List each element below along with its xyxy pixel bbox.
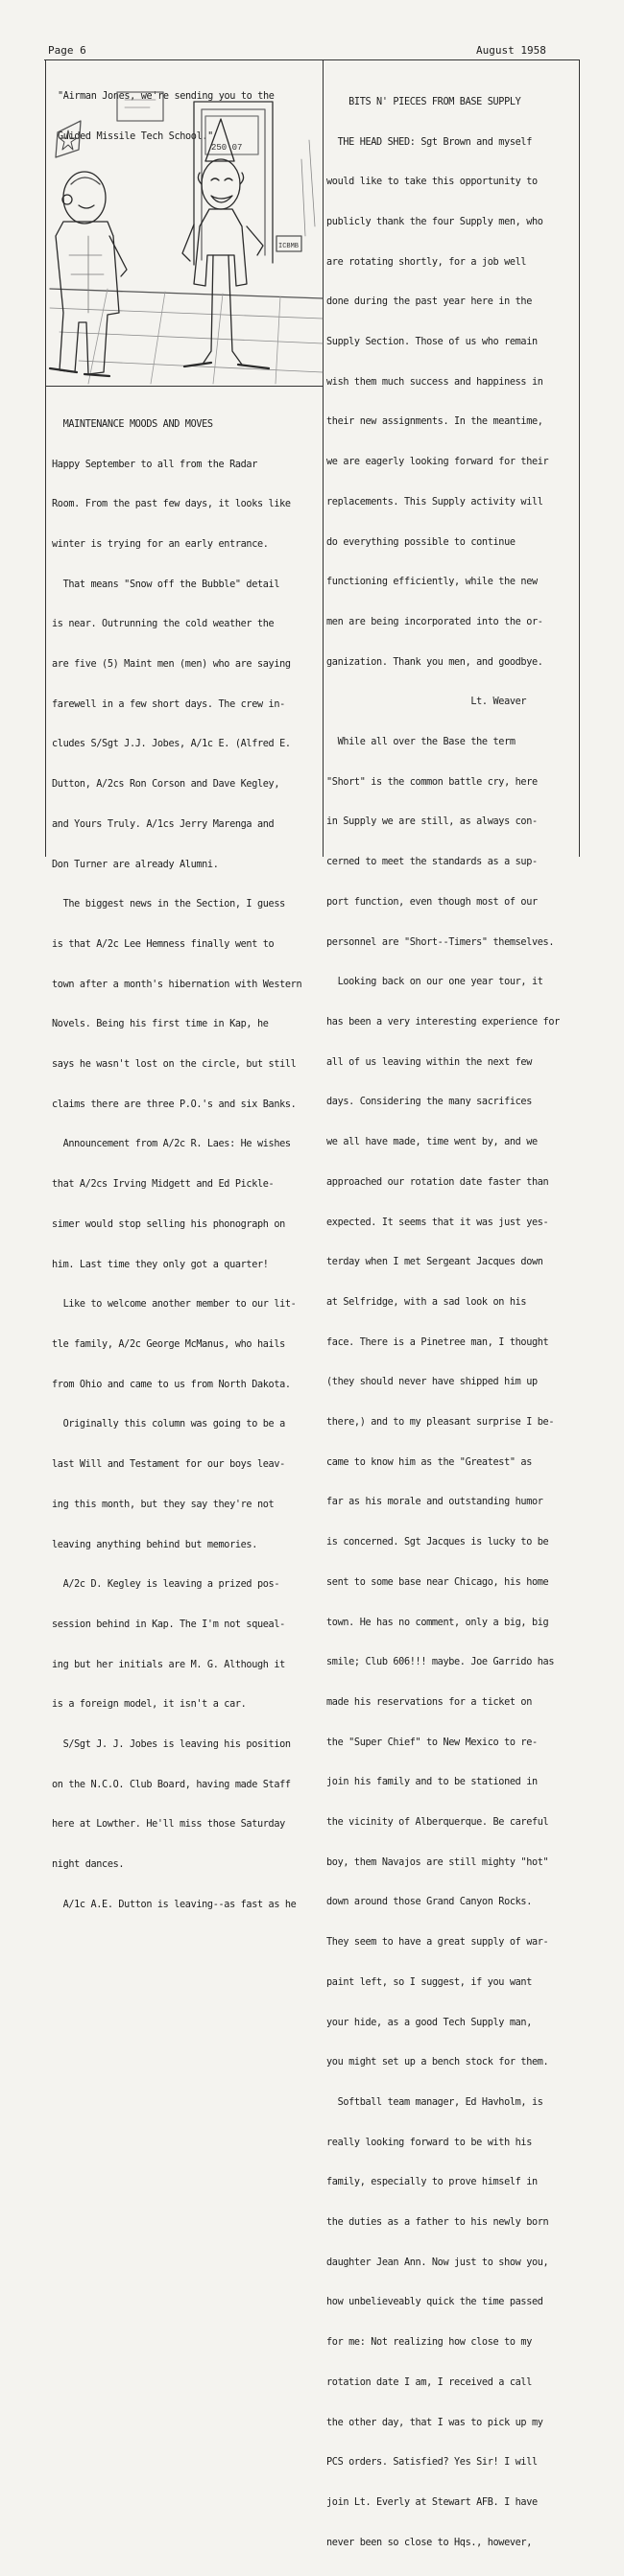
text-line: A/2c D. Kegley is leaving a prized pos- — [52, 1579, 280, 1591]
text-line: leaving anything behind but memories. — [52, 1539, 257, 1550]
officer-head — [63, 172, 106, 224]
text-line: has been a very interesting experience for — [326, 1016, 560, 1028]
text-line: the duties as a father to his newly born — [326, 2217, 549, 2229]
text-line: (they should never have shipped him up — [326, 1377, 538, 1388]
text-line: down around those Grand Canyon Rocks. — [326, 1897, 532, 1908]
text-line: Novels. Being his first time in Kap, he — [52, 1019, 269, 1030]
text-line: we are eagerly looking forward for their — [326, 457, 549, 468]
text-line: ganization. Thank you men, and goodbye. — [326, 656, 543, 668]
right-rule — [579, 59, 580, 857]
text-line: Don Turner are already Alumni. — [52, 859, 219, 870]
text-line: boy, them Navajos are still mighty "hot" — [326, 1856, 549, 1868]
text-line: simer would stop selling his phonograph on — [52, 1218, 285, 1230]
text-line: Softball team manager, Ed Havholm, is — [326, 2096, 543, 2108]
text-line: that A/2cs Irving Midgett and Ed Pickle- — [52, 1179, 275, 1191]
airman-head — [202, 159, 240, 209]
text-line: family, especially to prove himself in — [326, 2177, 538, 2188]
text-line: paint left, so I suggest, if you want — [326, 1976, 532, 1988]
text-line: While all over the Base the term — [326, 737, 516, 748]
text-line: functioning efficiently, while the new — [326, 577, 538, 588]
text-line: town after a month's hibernation with Western — [52, 979, 302, 990]
text-line: never been so close to Hqs., however, — [326, 2537, 532, 2548]
text-line: the "Super Chief" to New Mexico to re- — [326, 1737, 538, 1748]
text-line: cerned to meet the standards as a sup- — [326, 857, 538, 868]
text-line: terday when I met Sergeant Jacques down — [326, 1257, 543, 1268]
text-line: on the N.C.O. Club Board, having made Staff — [52, 1779, 291, 1790]
text-line: Announcement from A/2c R. Laes: He wishes — [52, 1139, 291, 1150]
text-line: came to know him as the "Greatest" as — [326, 1456, 532, 1468]
text-line: join Lt. Everly at Stewart AFB. I have — [326, 2497, 538, 2508]
issue-date: August 1958 — [476, 44, 546, 57]
text-line: Originally this column was going to be a — [52, 1419, 285, 1430]
text-line: They seem to have a great supply of war- — [326, 1937, 549, 1949]
text-line: night dances. — [52, 1859, 125, 1871]
text-line: their new assignments. In the meantime, — [326, 416, 543, 428]
text-line: is that A/2c Lee Hemness finally went to — [52, 938, 275, 950]
text-line: wish them much success and happiness in — [326, 376, 543, 388]
text-line: all of us leaving within the next few — [326, 1056, 532, 1068]
text-line: Dutton, A/2cs Ron Corson and Dave Kegley, — [52, 779, 280, 791]
text-line: Like to welcome another member to our lit- — [52, 1299, 297, 1311]
column-heading: MAINTENANCE MOODS AND MOVES — [52, 418, 213, 430]
text-line: are five (5) Maint men (men) who are saying — [52, 659, 291, 671]
text-line: publicly thank the four Supply men, who — [326, 216, 543, 227]
text-line: replacements. This Supply activity will — [326, 496, 543, 508]
text-line: ing this month, but they say they're not — [52, 1499, 275, 1510]
text-line: PCS orders. Satisfied? Yes Sir! I will — [326, 2457, 538, 2469]
text-line: The biggest news in the Section, I guess — [52, 899, 285, 910]
text-line: the vicinity of Alberquerque. Be careful — [326, 1817, 549, 1829]
text-line: ing but her initials are M. G. Although it — [52, 1659, 285, 1670]
maintenance-column — [52, 391, 324, 1910]
text-line: your hide, as a good Tech Supply man, — [326, 2017, 532, 2028]
text-line: for me: Not realizing how close to my — [326, 2337, 532, 2349]
text-line: tle family, A/2c George McManus, who hails — [52, 1338, 285, 1350]
cartoon-illustration — [50, 92, 323, 384]
caption-line: "Airman Jones, we're sending you to the — [58, 91, 275, 102]
text-line: claims there are three P.O.'s and six Banks. — [52, 1099, 297, 1110]
caption-line: Guided Missile Tech School." — [58, 131, 213, 142]
text-line: the other day, that I was to pick up my — [326, 2417, 543, 2428]
text-line: smile; Club 606!!! maybe. Joe Garrido has — [326, 1657, 555, 1668]
text-line: rotation date I am, I received a call — [326, 2376, 532, 2388]
supply-column — [326, 69, 576, 2548]
text-line: would like to take this opportunity to — [326, 177, 538, 188]
text-line: is a foreign model, it isn't a car. — [52, 1699, 247, 1711]
text-line: last Will and Testament for our boys leav- — [52, 1459, 285, 1471]
text-line: port function, even though most of our — [326, 896, 538, 908]
text-line: Room. From the past few days, it looks like — [52, 499, 291, 510]
text-line: personnel are "Short--Timers" themselves. — [326, 936, 555, 948]
sign-label: ICBMB — [278, 243, 300, 250]
text-line: is concerned. Sgt Jacques is lucky to be — [326, 1537, 549, 1548]
text-line: far as his morale and outstanding humor — [326, 1497, 543, 1508]
cap-label: 250 07 — [211, 143, 243, 153]
text-line: days. Considering the many sacrifices — [326, 1097, 532, 1108]
text-line: done during the past year here in the — [326, 296, 532, 308]
text-line: from Ohio and came to us from North Dakota. — [52, 1379, 291, 1390]
text-line: really looking forward to be with his — [326, 2137, 532, 2148]
text-line: in Supply we are still, as always con- — [326, 816, 538, 828]
text-line: are rotating shortly, for a job well — [326, 256, 527, 268]
text-line: how unbelieveably quick the time passed — [326, 2297, 543, 2308]
text-line: That means "Snow off the Bubble" detail — [52, 579, 280, 590]
officer-body — [56, 222, 119, 374]
text-line: cludes S/Sgt J.J. Jobes, A/1c E. (Alfred E. — [52, 739, 291, 750]
text-line: do everything possible to continue — [326, 536, 516, 548]
text-line: farewell in a few short days. The crew in- — [52, 698, 285, 710]
text-line: is near. Outrunning the cold weather the — [52, 619, 275, 630]
page-number: Page 6 — [48, 44, 86, 57]
text-line: daughter Jean Ann. Now just to show you, — [326, 2257, 549, 2268]
text-line: and Yours Truly. A/1cs Jerry Marenga and — [52, 818, 275, 830]
text-line: Supply Section. Those of us who remain — [326, 337, 538, 348]
text-line: at Selfridge, with a sad look on his — [326, 1296, 527, 1308]
text-line: we all have made, time went by, and we — [326, 1137, 538, 1148]
cartoon-bottom-rule — [45, 386, 324, 387]
text-line: join his family and to be stationed in — [326, 1777, 538, 1788]
text-line: session behind in Kap. The I'm not squeal- — [52, 1619, 285, 1630]
text-line: Looking back on our one year tour, it — [326, 977, 543, 988]
text-line: men are being incorporated into the or- — [326, 616, 543, 627]
text-line: there,) and to my pleasant surprise I be- — [326, 1417, 555, 1429]
text-line: THE HEAD SHED: Sgt Brown and myself — [326, 136, 532, 148]
text-line: face. There is a Pinetree man, I thought — [326, 1336, 549, 1348]
text-line: you might set up a bench stock for them. — [326, 2057, 549, 2068]
text-line: S/Sgt J. J. Jobes is leaving his position — [52, 1739, 291, 1751]
column-heading: BITS N' PIECES FROM BASE SUPPLY — [326, 96, 521, 107]
text-line: winter is trying for an early entrance. — [52, 538, 269, 550]
text-line: "Short" is the common battle cry, here — [326, 776, 538, 788]
text-line: says he wasn't lost on the circle, but still — [52, 1059, 297, 1071]
signature-line: Lt. Weaver — [326, 697, 527, 708]
text-line: expected. It seems that it was just yes- — [326, 1217, 549, 1228]
top-rule — [44, 59, 580, 60]
text-line: here at Lowther. He'll miss those Saturday — [52, 1819, 285, 1831]
text-line: Happy September to all from the Radar — [52, 459, 257, 470]
text-line: sent to some base near Chicago, his home — [326, 1576, 549, 1588]
text-line: A/1c A.E. Dutton is leaving--as fast as he — [52, 1899, 297, 1910]
floor-line — [50, 289, 323, 298]
left-rule — [45, 59, 46, 857]
text-line: him. Last time they only got a quarter! — [52, 1259, 269, 1270]
text-line: approached our rotation date faster than — [326, 1176, 549, 1188]
text-line: town. He has no comment, only a big, big — [326, 1617, 549, 1628]
text-line: made his reservations for a ticket on — [326, 1696, 532, 1708]
